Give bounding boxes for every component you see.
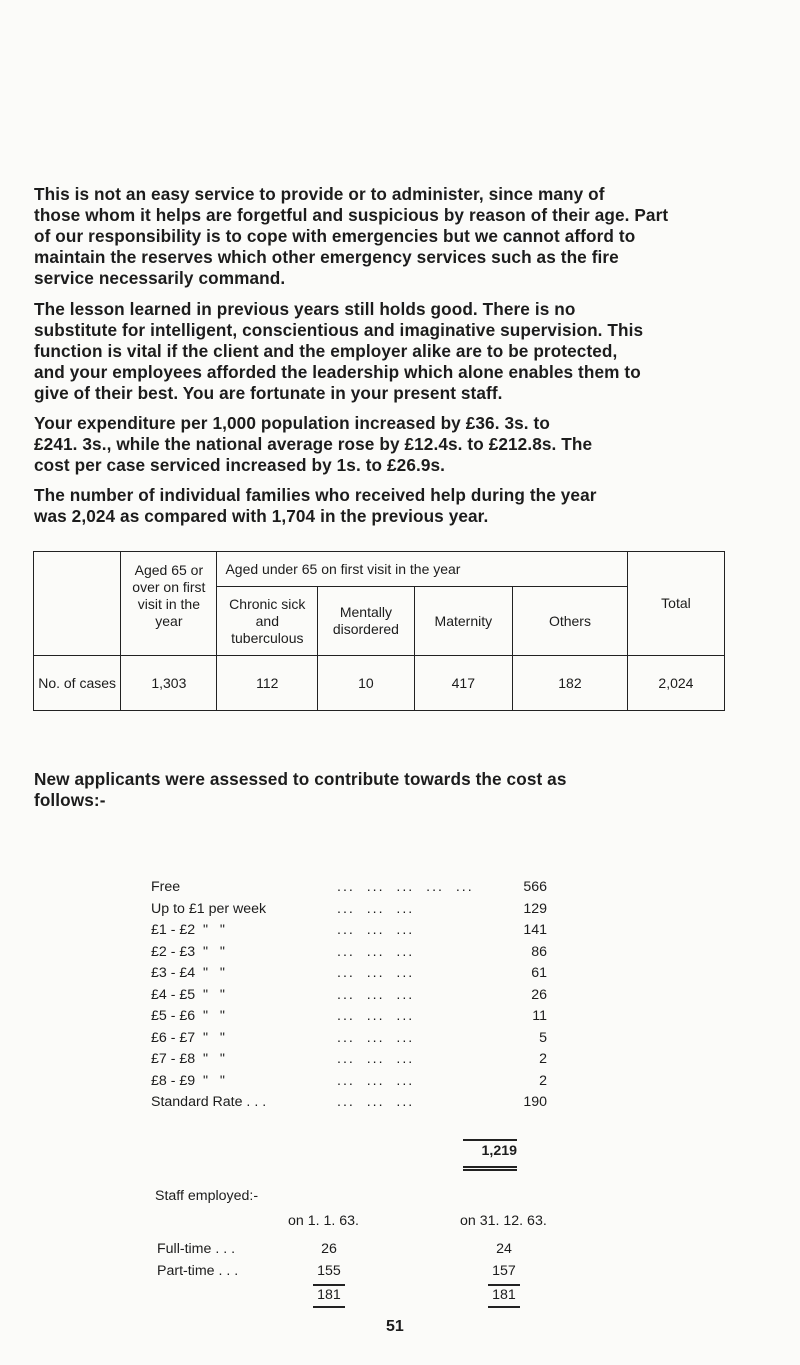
- cell-aged65: 1,303: [121, 656, 217, 711]
- cell-mental: 10: [318, 656, 414, 711]
- subheader-chronic: Chronic sick and tuberculous: [217, 587, 318, 656]
- staff-total-underline-b: [488, 1306, 520, 1308]
- paragraph-expenditure: Your expenditure per 1,000 population increased by £36. 3s. to £241. 3s., while the national average rose by £12.4s. to £212.8s. The cost per case serviced increased by 1s. to £26.9s.: [34, 413, 593, 475]
- list-item: Standard Rate . . . ... ... ... 190: [151, 1094, 547, 1110]
- subheader-others: Others: [513, 587, 628, 656]
- staff-col-start: on 1. 1. 63.: [288, 1213, 359, 1229]
- cell-others: 182: [513, 656, 628, 711]
- paragraph-supervision: The lesson learned in previous years still holds good. There is no substitute for intelligent, conscientious and imaginative supervision. This function is vital if the client and the employer alike are to be protected, and your employees afforded the leadership which alone enables them to give of their best. You are fortunate in your present staff.: [34, 299, 644, 403]
- staff-heading: Staff employed:-: [155, 1188, 259, 1204]
- subheader-maternity: Maternity: [414, 587, 512, 656]
- total-rule-top: [463, 1139, 517, 1141]
- page-number: 51: [386, 1318, 404, 1335]
- subheader-mental: Mentally disordered: [318, 587, 414, 656]
- contribution-list: [151, 877, 571, 1114]
- staff-col-end: on 31. 12. 63.: [460, 1213, 547, 1229]
- cell-maternity: 417: [414, 656, 512, 711]
- staff-rule-a: [313, 1284, 345, 1286]
- paragraph-service-difficulty: This is not an easy service to provide or to administer, since many of those whom it helps are forgetful and suspicious by reason of their age. Part of our responsibility is to cope with emergencies but we cannot afford to maintain the reserves which other emergency services such as the fire service necessarily command.: [34, 184, 669, 288]
- total-rule-bottom: [463, 1166, 517, 1168]
- list-item: £4 - £5 " " ... ... ... 26: [151, 986, 547, 1003]
- cell-total: 2,024: [627, 656, 724, 711]
- list-item: £6 - £7 " " ... ... ... 5: [151, 1029, 547, 1046]
- list-item: £5 - £6 " " ... ... ... 11: [151, 1008, 547, 1024]
- list-item: £1 - £2 " " ... ... ... 141: [151, 922, 547, 938]
- row-label: No. of cases: [34, 656, 121, 711]
- staff-total-underline-a: [313, 1306, 345, 1308]
- list-item: £8 - £9 " " ... ... ... 2: [151, 1072, 547, 1089]
- paragraph-families: The number of individual families who received help during the year was 2,024 as compared with 1,704 in the previous year.: [34, 485, 597, 526]
- under65-header: Aged under 65 on first visit in the year: [217, 552, 627, 587]
- list-item: Up to £1 per week ... ... ... 129: [151, 900, 547, 917]
- contributions-total: 1,219: [481, 1143, 517, 1159]
- aged65-header: Aged 65 or over on first visit in the year: [121, 552, 217, 656]
- list-item: £2 - £3 " " ... ... ... 86: [151, 943, 547, 960]
- total-rule-bottom-double: [463, 1169, 517, 1171]
- list-item: £3 - £4 " " ... ... ... 61: [151, 965, 547, 981]
- empty-corner-cell: [34, 552, 121, 656]
- list-item: £7 - £8 " " ... ... ... 2: [151, 1051, 547, 1067]
- paragraph-applicants: New applicants were assessed to contribute towards the cost as follows:-: [34, 769, 567, 810]
- list-item: Free ... ... ... ... ... 566: [151, 879, 547, 895]
- cell-chronic: 112: [217, 656, 318, 711]
- total-header: Total: [627, 552, 724, 656]
- cases-table: [33, 551, 725, 711]
- staff-rule-b: [488, 1284, 520, 1286]
